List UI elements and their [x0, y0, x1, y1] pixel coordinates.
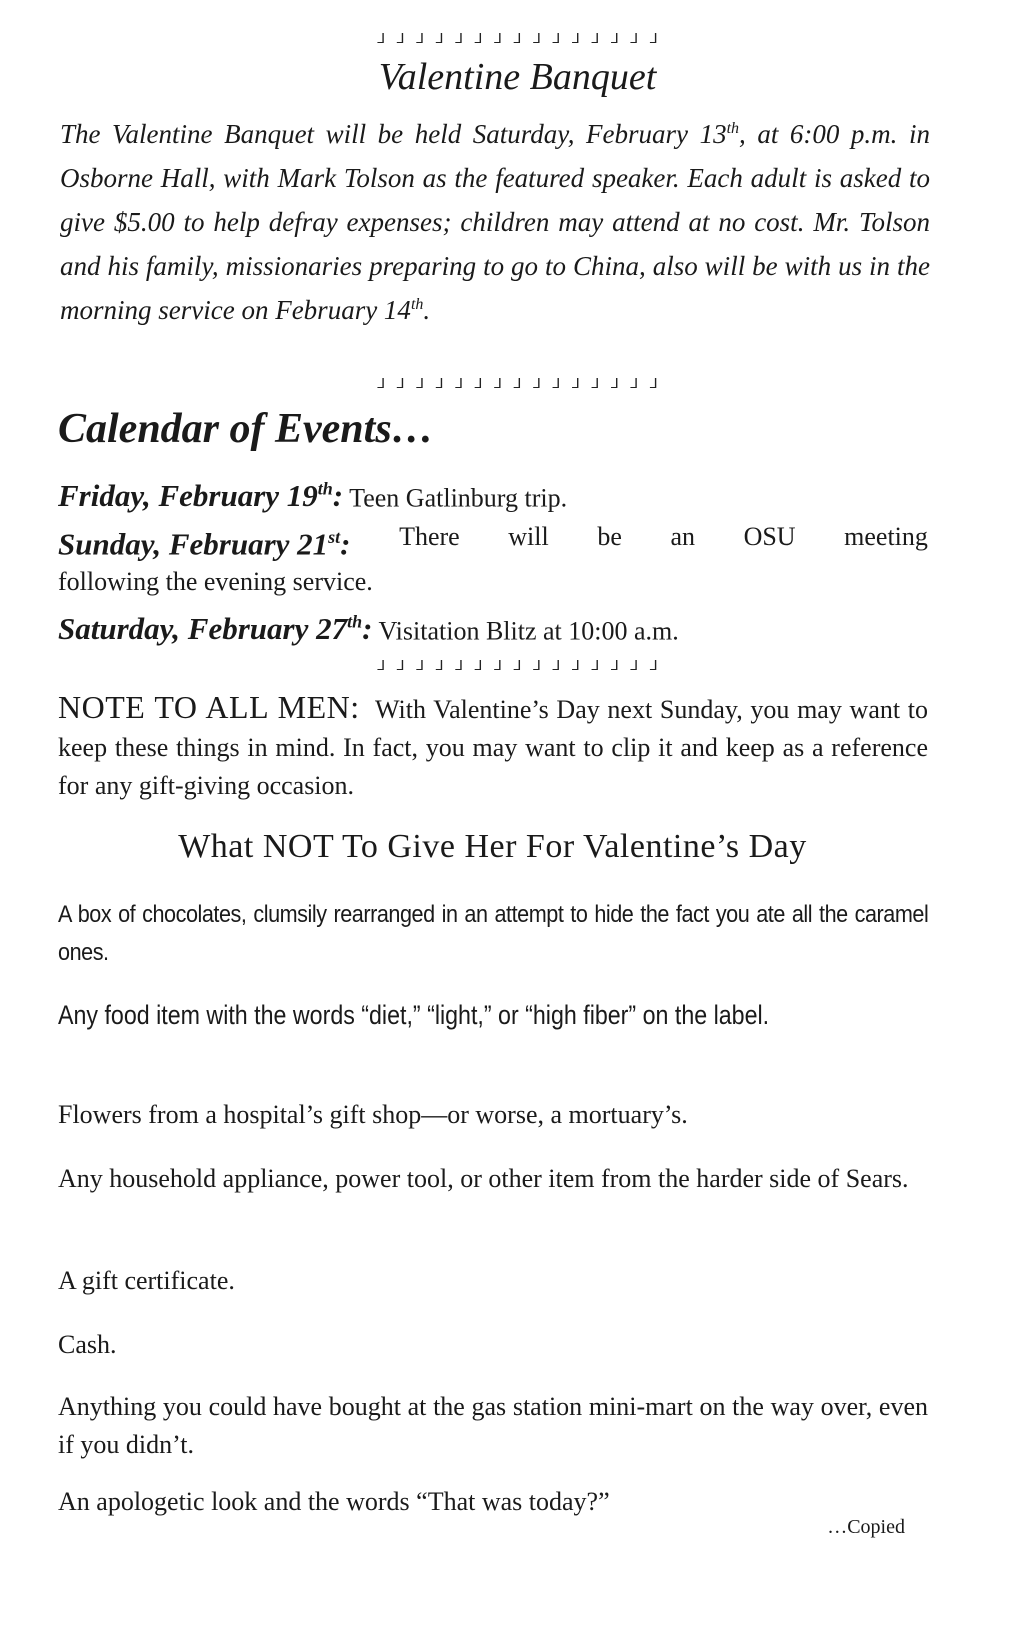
- event-date: Sunday, February 21st:: [58, 526, 351, 562]
- event-item: [58, 518, 928, 601]
- event-date: Saturday, February 27th:: [58, 611, 373, 647]
- banquet-paragraph: [60, 112, 930, 332]
- event-word: OSU: [743, 522, 796, 551]
- event-item: [58, 603, 928, 650]
- event-word: will: [508, 522, 549, 551]
- attribution: …Copied: [827, 1516, 905, 1538]
- event-word: be: [597, 522, 622, 551]
- event-description: Teen Gatlinburg trip.: [349, 483, 568, 513]
- banquet-sup-2: th: [410, 296, 424, 313]
- event-word: meeting: [844, 522, 928, 551]
- list-item: Cash.: [58, 1330, 117, 1359]
- event-description: Visitation Blitz at 10:00 a.m.: [378, 616, 679, 646]
- event-word: an: [670, 522, 695, 551]
- list-item: Flowers from a hospital’s gift shop—or worse, a mortuary’s.: [58, 1100, 688, 1129]
- list-item: Anything you could have bought at the gas station mini-mart on the way over, even if you didn’t.: [58, 1392, 928, 1459]
- divider-after-calendar: ⅃ ⅃ ⅃ ⅃ ⅃ ⅃ ⅃ ⅃ ⅃ ⅃ ⅃ ⅃ ⅃ ⅃ ⅃: [377, 657, 658, 673]
- banquet-text-1: The Valentine Banquet will be held Saturday, February 13: [60, 119, 727, 149]
- note-paragraph: [58, 688, 928, 805]
- event-word: There: [399, 522, 460, 551]
- list-item: Any food item with the words “diet,” “light,” or “high fiber” on the label.: [58, 1000, 770, 1030]
- list-item: A gift certificate.: [58, 1266, 235, 1295]
- list-item: An apologetic look and the words “That was today?”: [58, 1487, 610, 1516]
- event-date: Friday, February 19th:: [58, 478, 344, 514]
- event-description-continued: following the evening service.: [58, 567, 373, 597]
- banquet-text-2: , at 6:00 p.m. in Osborne Hall, with Mark Tolson as the featured speaker. Each adult is asked to give $5.00 to help defray expenses; children may attend at no cost. Mr. Tolson and his family, missionaries preparing to go to China, also will be with us in the morning service on February 14: [60, 119, 930, 325]
- banquet-title: Valentine Banquet: [378, 56, 657, 98]
- list-item: A box of chocolates, clumsily rearranged in an attempt to hide the fact you ate all the caramel ones.: [58, 901, 929, 966]
- list-title: What NOT To Give Her For Valentine’s Day: [178, 828, 807, 865]
- note-lead: NOTE TO ALL MEN:: [58, 689, 360, 725]
- event-item: [58, 470, 928, 517]
- note-text: With Valentine’s Day next Sunday, you may want to keep these things in mind. In fact, you may want to clip it and keep as a reference for any gift-giving occasion.: [58, 695, 928, 800]
- list-item: Any household appliance, power tool, or other item from the harder side of Sears.: [58, 1164, 909, 1193]
- divider-top: ⅃ ⅃ ⅃ ⅃ ⅃ ⅃ ⅃ ⅃ ⅃ ⅃ ⅃ ⅃ ⅃ ⅃ ⅃: [377, 30, 658, 46]
- banquet-sup-1: th: [726, 120, 740, 137]
- divider-after-banquet: ⅃ ⅃ ⅃ ⅃ ⅃ ⅃ ⅃ ⅃ ⅃ ⅃ ⅃ ⅃ ⅃ ⅃ ⅃: [377, 375, 658, 391]
- calendar-title: Calendar of Events…: [58, 406, 434, 452]
- banquet-text-3: .: [423, 295, 431, 325]
